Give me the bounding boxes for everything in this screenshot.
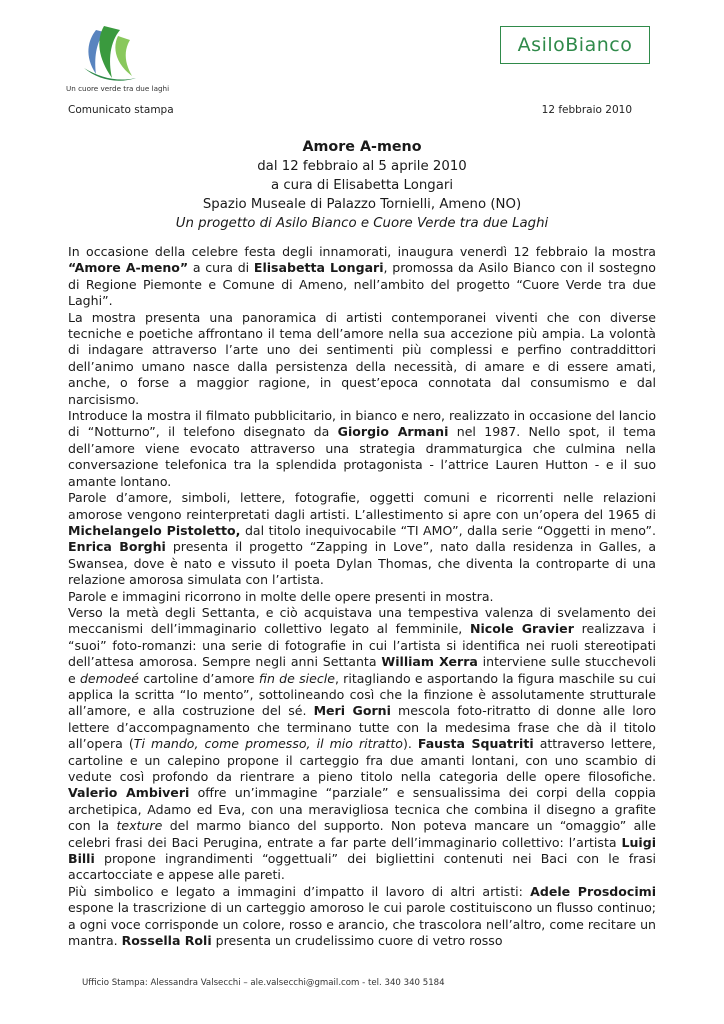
text-run: La mostra presenta una panoramica di artisti contemporanei viventi che con diverse tecniche e poetiche affrontano il tema dell’amore nella sua accezione più ampia. La volontà di indagare attraverso l’arte uno dei sentimenti più complessi e perfino contraddittori dell’animo umano nasce dalla persistenza della necessità, di amare e di essere amati, anche, o forse a maggior ragione, in quest’epoca connotata dal consumismo e dal narcisismo. [68,309,656,407]
bold-text: Elisabetta Longari [253,260,384,276]
text-run: espone la trascrizione di un carteggio amoroso le cui parole costituiscono un flusso continuo; a ogni voce corrisponde un colore, rosso e arancio, che trascolora nell’altro, come recitare un mantra. [68,900,656,949]
paragraph-6 [68,605,656,884]
text-run: , promossa da Asilo Bianco con il sostegno di Regione Piemonte e Comune di Ameno, nell’ambito del progetto “Cuore Verde tra due Laghi”. [68,260,656,309]
text-run: presenta il progetto “Zapping in Love”, nato dalla residenza in Galles, a Swansea, dove è nato e vissuto il poeta Dylan Thomas, che diventa la controparte di una relazione amorosa simulata con l’artista. [68,539,657,588]
bold-text: “Amore A-meno” [68,260,189,276]
text-run: Introduce la mostra il filmato pubblicitario, in bianco e nero, realizzato in occasione del lancio di “Notturno”, il telefono disegnato da [68,408,656,440]
bold-text: Luigi Billi [68,834,656,867]
bold-text: Rossella Roli [121,933,212,949]
italic-text: texture [116,818,163,834]
release-date: 12 febbraio 2010 [541,104,632,116]
press-release-label: Comunicato stampa [68,104,174,116]
paragraph-7 [68,884,656,950]
text-run: offre un’immagine “parziale” e sensualissima dei corpi della coppia archetipica, Adamo ed Eva, con una meravigliosa tecnica che combina il disegno a grafite con la [68,785,656,834]
bold-text: Valerio Ambiveri [68,785,190,801]
text-run: Parole d’amore, simboli, lettere, fotografie, oggetti comuni e ricorrenti nelle relazioni amorose vengono reinterpretati dagli artisti. L’allestimento si apre con un’opera del 1965 di [68,490,656,522]
asilobianco-brand-box: AsiloBianco [500,26,650,64]
text-run: del marmo bianco del supporto. Non poteva mancare un “omaggio” alle celebri frasi dei Baci Perugina, entrate a far parte dell’immaginario collettivo: l’artista [68,818,656,850]
exhibition-venue: Spazio Museale di Palazzo Tornielli, Ameno (NO) [202,197,522,212]
italic-text: fin de siecle [258,670,335,686]
bold-text: William Xerra [381,654,478,670]
press-release-body [68,244,656,949]
text-run: ). [402,736,418,752]
text-run: propone ingrandimenti “oggettuali” dei bigliettini contenuti nei Baci con le frasi accartocciate e appese alle pareti. [68,851,656,883]
bold-text: Meri Gorni [313,703,391,719]
bold-text: Giorgio Armani [337,424,449,440]
bold-text: Michelangelo Pistoletto, [68,522,241,538]
paragraph-4 [68,490,656,588]
text-run: nel 1987. Nello spot, il tema dell’amore viene evocato attraverso una strategia drammaturgica che culmina nella conversazione telefonica tra la splendida protagonista - l’attrice Lauren Hutton - e il suo amante lontano. [68,424,656,489]
text-run: a cura di [188,260,254,276]
text-run: interviene sulle stucchevoli e [68,654,657,686]
text-run: mescola foto-ritratto di donne alle loro lettere d’accompagnamento che terminano tutte con la medesima frase che dà il titolo all’opera ( [68,703,656,752]
bold-text: Fausta Squatriti [417,736,534,752]
text-run: dal titolo inequivocabile “TI AMO”, dalla serie “Oggetti in meno”. [240,522,656,538]
bold-text: Enrica Borghi [68,539,166,555]
exhibition-dates: dal 12 febbraio al 5 aprile 2010 [257,159,467,174]
text-run: attraverso lettere, cartoline e un calepino propone il carteggio fra due amanti lontani, con uno scambio di vedute così profondo da rientrare a pieno titolo nella categoria delle opere filosofiche. [68,736,656,784]
paragraph-5 [68,589,656,605]
bold-text: Nicole Gravier [470,621,574,637]
text-run: cartoline d’amore [138,670,259,686]
text-run: Parole e immagini ricorrono in molte delle opere presenti in mostra. [68,588,494,604]
exhibition-title: Amore A-meno [302,139,422,155]
italic-text: demodeé [79,670,139,686]
press-release-meta [68,104,632,116]
paragraph-2 [68,310,656,408]
logo-tagline: Un cuore verde tra due laghi [66,84,170,93]
italic-text: Ti mando, come promesso, il mio ritratto [133,736,403,752]
text-run: realizzava i “suoi” foto-romanzi: una serie di fotografie in cui l’artista si identifica nei ruoli stereotipati dell’attesa amorosa. Sempre negli anni Settanta [68,621,657,670]
text-run: In occasione della celebre festa degli innamorati, inaugura venerdì 12 febbraio la mostra [68,244,656,259]
exhibition-heading [68,138,656,233]
exhibition-curator: a cura di Elisabetta Longari [270,178,454,193]
paragraph-1 [68,244,656,310]
bold-text: Adele Prosdocimi [530,883,656,899]
text-run: Più simbolico e legato a immagini d’impatto il lavoro di altri artisti: [68,883,531,899]
paragraph-3 [68,408,656,490]
exhibition-project: Un progetto di Asilo Bianco e Cuore Verde tra due Laghi [175,216,549,231]
press-office-footer: Ufficio Stampa: Alessandra Valsecchi – ale.valsecchi@gmail.com - tel. 340 340 5184 [82,978,445,988]
text-run: , ritagliando e asportando la figura maschile su cui applica la scritta “Io mento”, sottolineando così che la finzione è assolutamente strutturale all’amore, e alla costruzione del sé. [68,670,656,719]
text-run: presenta un crudelissimo cuore di vetro rosso [211,933,503,949]
cuore-verde-logo-icon [74,22,144,86]
text-run: Verso la metà degli Settanta, e ciò acquistava una tempestiva valenza di svelamento dei meccanismi dell’immaginario collettivo legato al femminile, [68,604,656,637]
